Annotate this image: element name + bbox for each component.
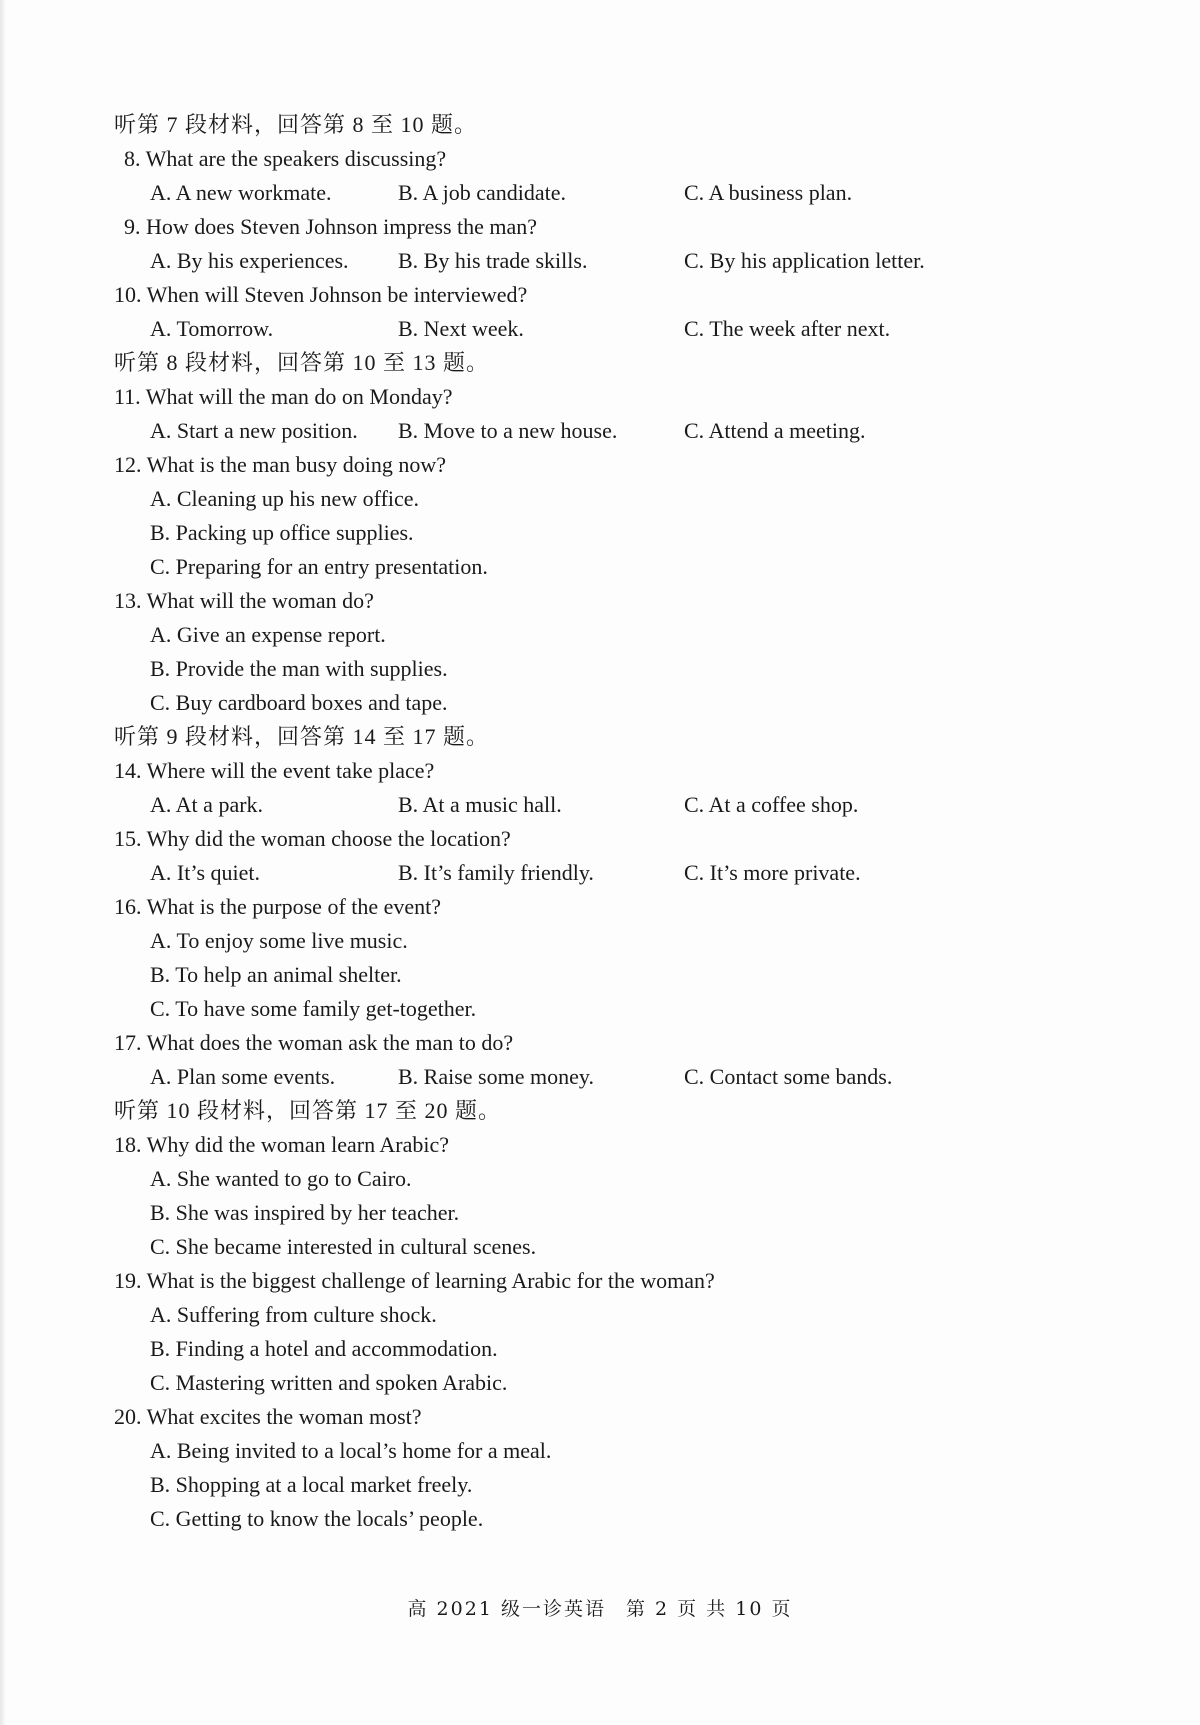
answer-option: B. Next week.	[398, 316, 524, 341]
answer-option: B. A job candidate.	[398, 180, 567, 205]
answer-option: A. To enjoy some live music.	[150, 928, 408, 953]
listening-content	[0, 108, 1200, 1536]
question-stem: 14. Where will the event take place?	[114, 758, 435, 783]
section-header: 听第 9 段材料，回答第 14 至 17 题。	[114, 724, 490, 749]
options-row	[0, 176, 1200, 210]
section-header: 听第 10 段材料，回答第 17 至 20 题。	[114, 1098, 502, 1123]
answer-option: C. It’s more private.	[684, 860, 861, 885]
answer-option: C. Preparing for an entry presentation.	[150, 554, 488, 579]
options-row	[0, 856, 1200, 890]
answer-option: B. Finding a hotel and accommodation.	[150, 1336, 498, 1361]
answer-option: C. Contact some bands.	[684, 1064, 893, 1089]
answer-option: B. By his trade skills.	[398, 248, 588, 273]
answer-option: A. Start a new position.	[150, 418, 358, 443]
question-stem: 19. What is the biggest challenge of learning Arabic for the woman?	[114, 1268, 715, 1293]
answer-option: C. She became interested in cultural scenes.	[150, 1234, 537, 1259]
answer-option: C. Buy cardboard boxes and tape.	[150, 690, 448, 715]
answer-option: B. She was inspired by her teacher.	[150, 1200, 460, 1225]
answer-option: B. To help an animal shelter.	[150, 962, 402, 987]
answer-option: A. Suffering from culture shock.	[150, 1302, 437, 1327]
answer-option: B. At a music hall.	[398, 792, 562, 817]
answer-option: C. The week after next.	[684, 316, 891, 341]
answer-option: C. Attend a meeting.	[684, 418, 866, 443]
answer-option: C. A business plan.	[684, 180, 853, 205]
section-header: 听第 7 段材料，回答第 8 至 10 题。	[114, 112, 478, 137]
question-stem: 20. What excites the woman most?	[114, 1404, 422, 1429]
answer-option: C. To have some family get-together.	[150, 996, 477, 1021]
answer-option: B. Shopping at a local market freely.	[150, 1472, 473, 1497]
answer-option: A. Being invited to a local’s home for a meal.	[150, 1438, 552, 1463]
answer-option: C. Getting to know the locals’ people.	[150, 1506, 484, 1531]
footer-page-number: 第 2 页 共 10 页	[626, 1598, 793, 1620]
question-stem: 16. What is the purpose of the event?	[114, 894, 442, 919]
answer-option: B. Packing up office supplies.	[150, 520, 414, 545]
page-footer	[0, 1594, 1200, 1621]
answer-option: A. Give an expense report.	[150, 622, 386, 647]
options-row	[0, 312, 1200, 346]
answer-option: C. At a coffee shop.	[684, 792, 859, 817]
options-row	[0, 1060, 1200, 1094]
answer-option: B. It’s family friendly.	[398, 860, 594, 885]
question-stem: 12. What is the man busy doing now?	[114, 452, 446, 477]
question-stem: 17. What does the woman ask the man to do?	[114, 1030, 514, 1055]
answer-option: C. By his application letter.	[684, 248, 925, 273]
answer-option: A. At a park.	[150, 792, 264, 817]
options-row	[0, 414, 1200, 448]
answer-option: A. A new workmate.	[150, 180, 332, 205]
question-stem: 13. What will the woman do?	[114, 588, 374, 613]
answer-option: A. It’s quiet.	[150, 860, 260, 885]
question-stem: 8. What are the speakers discussing?	[124, 146, 447, 171]
answer-option: A. Cleaning up his new office.	[150, 486, 420, 511]
question-stem: 10. When will Steven Johnson be interviewed?	[114, 282, 528, 307]
question-stem: 18. Why did the woman learn Arabic?	[114, 1132, 449, 1157]
options-row	[0, 244, 1200, 278]
options-row	[0, 788, 1200, 822]
answer-option: A. Plan some events.	[150, 1064, 336, 1089]
question-stem: 15. Why did the woman choose the location?	[114, 826, 511, 851]
footer-exam-title: 高 2021 级一诊英语	[407, 1598, 606, 1620]
question-stem: 9. How does Steven Johnson impress the man?	[124, 214, 538, 239]
answer-option: A. She wanted to go to Cairo.	[150, 1166, 412, 1191]
answer-option: C. Mastering written and spoken Arabic.	[150, 1370, 508, 1395]
question-stem: 11. What will the man do on Monday?	[114, 384, 453, 409]
answer-option: B. Raise some money.	[398, 1064, 594, 1089]
answer-option: A. Tomorrow.	[150, 316, 274, 341]
answer-option: A. By his experiences.	[150, 248, 349, 273]
answer-option: B. Move to a new house.	[398, 418, 618, 443]
section-header: 听第 8 段材料，回答第 10 至 13 题。	[114, 350, 490, 375]
answer-option: B. Provide the man with supplies.	[150, 656, 448, 681]
